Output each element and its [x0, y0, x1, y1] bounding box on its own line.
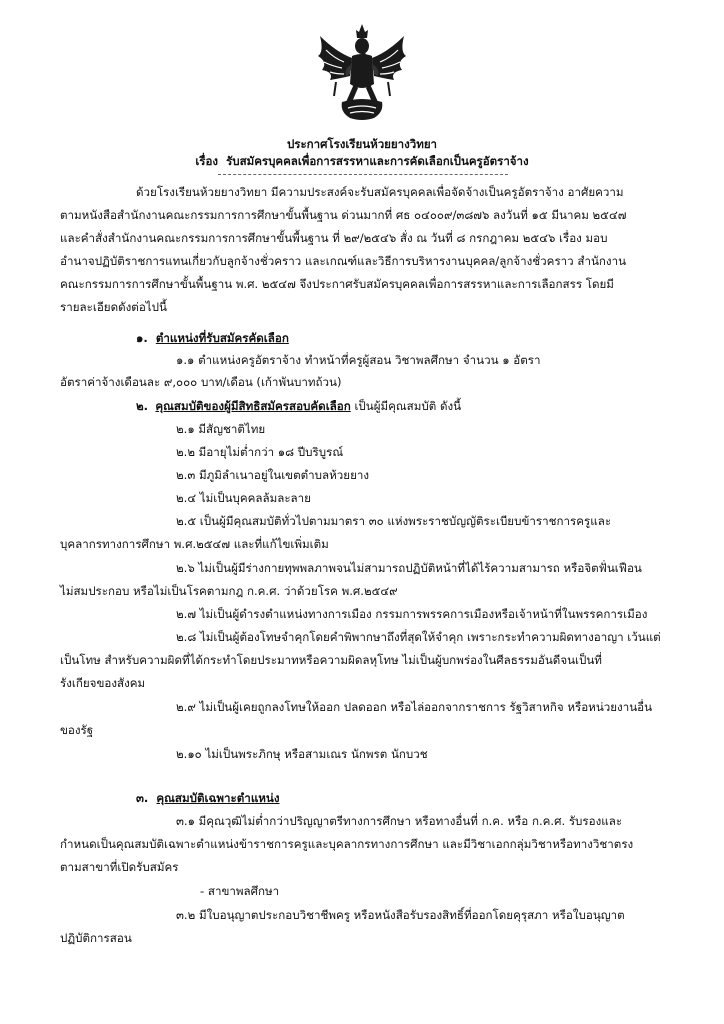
list-item: ๒.๘ ไม่เป็นผู้ต้องโทษจำคุกโดยคำพิพากษาถึงที่สุดให้จำคุก เพราะกระทำความผิดทางอาญา เว้นแต่: [176, 630, 661, 644]
item-3-2-cont: ปฏิบัติการสอน: [60, 931, 132, 945]
section-title: ตำแหน่งที่รับสมัครคัดเลือก: [155, 331, 289, 345]
section-1-heading: [136, 330, 289, 346]
list-item: ๒.๑ มีสัญชาติไทย: [176, 422, 266, 436]
announcement-subject: [0, 153, 724, 171]
item-1-1: ๑.๑ ตำแหน่งครูอัตราจ้าง ทำหน้าที่ครูผู้สอน วิชาพลศึกษา จำนวน ๑ อัตรา: [176, 353, 541, 367]
item-3-2: ๓.๒ มีใบอนุญาตประกอบวิชาชีพครู หรือหนังสือรับรองสิทธิ์ที่ออกโดยคุรุสภา หรือใบอนุญาต: [176, 908, 625, 922]
list-item: ๒.๔ ไม่เป็นบุคคลล้มละลาย: [176, 491, 311, 505]
section-number: ๑.: [136, 331, 148, 345]
subject-label: เรื่อง: [195, 154, 219, 168]
section-number: ๓.: [136, 791, 149, 805]
subject-field-item: - สาขาพลศึกษา: [200, 884, 280, 898]
intro-line: อำนาจปฏิบัติราชการแทนเกี่ยวกับลูกจ้างชั่วคราว และเกณฑ์และวิธีการบริหารงานบุคคล/ลูกจ้างชั่วคราว สำนักงาน: [60, 254, 626, 268]
intro-line: และคำสั่งสำนักงานคณะกรรมการการศึกษาขั้นพื้นฐาน ที่ ๒๙/๒๕๔๖ สั่ง ณ วันที่ ๘ กรกฎาคม ๒๕๔๖ เรื่อง มอบ: [60, 231, 608, 245]
section-title: คุณสมบัติเฉพาะตำแหน่ง: [156, 791, 280, 805]
section-number: ๒.: [136, 399, 149, 413]
list-item: ๒.๒ มีอายุไม่ต่ำกว่า ๑๘ ปีบริบูรณ์: [176, 445, 344, 459]
list-item-cont: ของรัฐ: [60, 723, 94, 737]
garuda-emblem-icon: [314, 22, 410, 122]
list-item: ๒.๗ ไม่เป็นผู้ดำรงตำแหน่งทางการเมือง กรรมการพรรคการเมืองหรือเจ้าหน้าที่ในพรรคการเมือง: [176, 607, 648, 621]
item-3-1: ๓.๑ มีคุณวุฒิไม่ต่ำกว่าปริญญาตรีทางการศึกษา หรือทางอื่นที่ ก.ค. หรือ ก.ค.ศ. รับรองและ: [176, 814, 623, 828]
intro-line: ตามหนังสือสำนักงานคณะกรรมการการศึกษาขั้นพื้นฐาน ด่วนมากที่ ศธ ๐๔๐๐๙/๓๘๗๖ ลงวันที่ ๑๕ มีนาคม ๒๕๔๗: [60, 208, 627, 222]
separator-line: [218, 174, 508, 175]
section-2-heading: [136, 398, 461, 414]
list-item: ๒.๑๐ ไม่เป็นพระภิกษุ หรือสามเณร นักพรต นักบวช: [176, 747, 428, 761]
list-item-cont: ไม่สมประกอบ หรือไม่เป็นโรคตามกฎ ก.ค.ศ. ว่าด้วยโรค พ.ศ.๒๕๔๙: [60, 584, 398, 598]
school-announcement-title: ประกาศโรงเรียนห้วยยางวิทยา: [286, 137, 438, 151]
list-item-cont: เป็นโทษ สำหรับความผิดที่ได้กระทำโดยประมาทหรือความผิดลหุโทษ ไม่เป็นผู้บกพร่องในศีลธรรมอันดีจนเป็นที่: [60, 653, 602, 667]
item-3-1-cont: ตามสาขาที่เปิดรับสมัคร: [60, 860, 179, 874]
intro-line: ด้วยโรงเรียนห้วยยางวิทยา มีความประสงค์จะรับสมัครบุคคลเพื่อจัดจ้างเป็นครูอัตราจ้าง อาศัยความ: [136, 185, 624, 199]
section-3-heading: [136, 790, 280, 806]
section-title: คุณสมบัติของผู้มีสิทธิสมัครสอบคัดเลือก: [155, 399, 351, 413]
item-3-1-cont: กำหนดเป็นคุณสมบัติเฉพาะตำแหน่งข้าราชการครูและบุคลากรทางการศึกษา และมีวิชาเอกกลุ่มวิชาหรือทางวิชาตรง: [60, 837, 634, 851]
subject-text: รับสมัครบุคคลเพื่อการสรรหาและการคัดเลือกเป็นครูอัตราจ้าง: [226, 154, 529, 168]
intro-line: คณะกรรมการการศึกษาขั้นพื้นฐาน พ.ศ. ๒๕๔๗ จึงประกาศรับสมัครบุคคลเพื่อการสรรหาและการเลือกสรร โดยมี: [60, 277, 614, 291]
list-item-cont: บุคลากรทางการศึกษา พ.ศ.๒๕๔๗ และที่แก้ไขเพิ่มเติม: [60, 537, 329, 551]
section-heading-suffix: เป็นผู้มีคุณสมบัติ ดังนี้: [350, 399, 462, 413]
item-1-1-cont: อัตราค่าจ้างเดือนละ ๙,๐๐๐ บาท/เดือน (เก้าพันบาทถ้วน): [60, 375, 342, 389]
list-item: ๒.๕ เป็นผู้มีคุณสมบัติทั่วไปตามมาตรา ๓๐ แห่งพระราชบัญญัติระเบียบข้าราชการครูและ: [176, 514, 612, 528]
list-item: ๒.๓ มีภูมิลำเนาอยู่ในเขตตำบลห้วยยาง: [176, 468, 370, 482]
list-item-cont: รังเกียจของสังคม: [60, 676, 146, 690]
intro-line: รายละเอียดดังต่อไปนี้: [60, 300, 167, 314]
list-item: ๒.๙ ไม่เป็นผู้เคยถูกลงโทษให้ออก ปลดออก หรือไล่ออกจากราชการ รัฐวิสาหกิจ หรือหน่วยงานอื่น: [176, 700, 653, 714]
list-item: ๒.๖ ไม่เป็นผู้มีร่างกายทุพพลภาพจนไม่สามารถปฏิบัติหน้าที่ได้ไร้ความสามารถ หรือจิตฟั่นเฟือน: [176, 561, 642, 575]
